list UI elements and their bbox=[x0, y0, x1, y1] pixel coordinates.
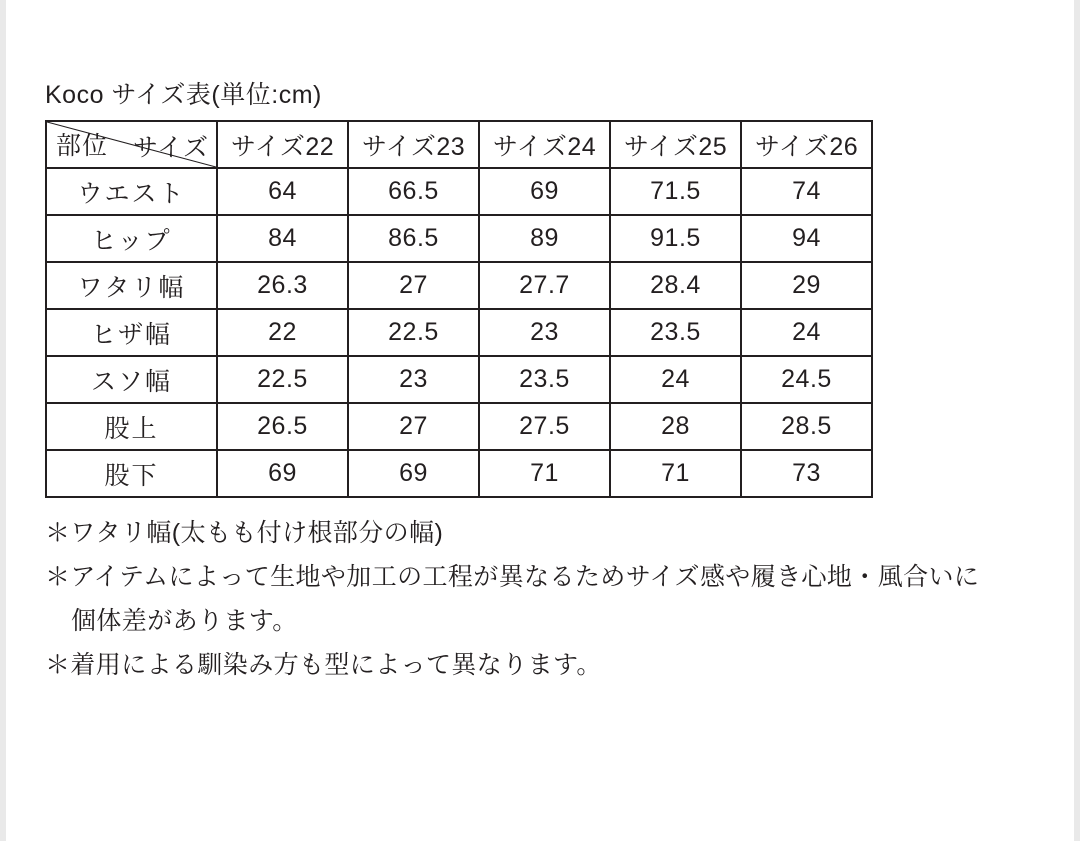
table-row bbox=[46, 403, 872, 450]
row-header-hem-width: スソ幅 bbox=[46, 356, 217, 403]
table-row bbox=[46, 168, 872, 215]
notes-section bbox=[45, 511, 1045, 687]
table-row bbox=[46, 215, 872, 262]
cell-inseam-size22: 69 bbox=[217, 450, 348, 497]
row-header-knee-width: ヒザ幅 bbox=[46, 309, 217, 356]
cell-rise-size22: 26.5 bbox=[217, 403, 348, 450]
column-header-size24: サイズ24 bbox=[479, 121, 610, 168]
cell-hip-size26: 94 bbox=[741, 215, 872, 262]
cell-thigh-size22: 26.3 bbox=[217, 262, 348, 309]
cell-waist-size23: 66.5 bbox=[348, 168, 479, 215]
row-header-inseam: 股下 bbox=[46, 450, 217, 497]
cell-thigh-size25: 28.4 bbox=[610, 262, 741, 309]
corner-part-label: 部位 bbox=[56, 132, 109, 160]
row-header-hip: ヒップ bbox=[46, 215, 217, 262]
column-header-size23: サイズ23 bbox=[348, 121, 479, 168]
cell-rise-size25: 28 bbox=[610, 403, 741, 450]
table-row bbox=[46, 309, 872, 356]
row-header-thigh-width: ワタリ幅 bbox=[46, 262, 217, 309]
cell-waist-size24: 69 bbox=[479, 168, 610, 215]
corner-cell bbox=[46, 121, 217, 168]
note-individual-difference-cont: 個体差があります。 bbox=[71, 607, 298, 635]
cell-hem-size24: 23.5 bbox=[479, 356, 610, 403]
row-header-waist: ウエスト bbox=[46, 168, 217, 215]
note-wear-change: ＊着用による馴染み方も型によって異なります。 bbox=[45, 651, 602, 679]
cell-hip-size22: 84 bbox=[217, 215, 348, 262]
size-chart-content bbox=[45, 78, 1045, 687]
note-thigh-width: ＊ワタリ幅(太もも付け根部分の幅) bbox=[45, 519, 444, 547]
cell-knee-size25: 23.5 bbox=[610, 309, 741, 356]
cell-hem-size25: 24 bbox=[610, 356, 741, 403]
table-header-row bbox=[46, 121, 872, 168]
cell-waist-size25: 71.5 bbox=[610, 168, 741, 215]
table-row bbox=[46, 262, 872, 309]
cell-rise-size23: 27 bbox=[348, 403, 479, 450]
right-edge-bar bbox=[1074, 0, 1080, 841]
column-header-size25: サイズ25 bbox=[610, 121, 741, 168]
cell-inseam-size24: 71 bbox=[479, 450, 610, 497]
cell-hem-size23: 23 bbox=[348, 356, 479, 403]
cell-waist-size26: 74 bbox=[741, 168, 872, 215]
column-header-size26: サイズ26 bbox=[741, 121, 872, 168]
cell-inseam-size25: 71 bbox=[610, 450, 741, 497]
column-header-size22: サイズ22 bbox=[217, 121, 348, 168]
cell-hip-size25: 91.5 bbox=[610, 215, 741, 262]
cell-thigh-size24: 27.7 bbox=[479, 262, 610, 309]
cell-knee-size24: 23 bbox=[479, 309, 610, 356]
row-header-rise: 股上 bbox=[46, 403, 217, 450]
cell-hem-size26: 24.5 bbox=[741, 356, 872, 403]
cell-inseam-size26: 73 bbox=[741, 450, 872, 497]
left-edge-bar bbox=[0, 0, 6, 841]
cell-inseam-size23: 69 bbox=[348, 450, 479, 497]
cell-knee-size26: 24 bbox=[741, 309, 872, 356]
cell-rise-size24: 27.5 bbox=[479, 403, 610, 450]
cell-thigh-size23: 27 bbox=[348, 262, 479, 309]
size-table bbox=[45, 120, 873, 498]
corner-size-label: サイズ bbox=[132, 134, 209, 162]
cell-hip-size23: 86.5 bbox=[348, 215, 479, 262]
cell-thigh-size26: 29 bbox=[741, 262, 872, 309]
cell-hem-size22: 22.5 bbox=[217, 356, 348, 403]
table-row bbox=[46, 356, 872, 403]
cell-rise-size26: 28.5 bbox=[741, 403, 872, 450]
cell-waist-size22: 64 bbox=[217, 168, 348, 215]
table-caption: Koco サイズ表(単位:cm) bbox=[45, 81, 322, 109]
table-row bbox=[46, 450, 872, 497]
cell-knee-size22: 22 bbox=[217, 309, 348, 356]
cell-knee-size23: 22.5 bbox=[348, 309, 479, 356]
note-individual-difference: ＊アイテムによって生地や加工の工程が異なるためサイズ感や履き心地・風合いに bbox=[45, 563, 980, 591]
cell-hip-size24: 89 bbox=[479, 215, 610, 262]
